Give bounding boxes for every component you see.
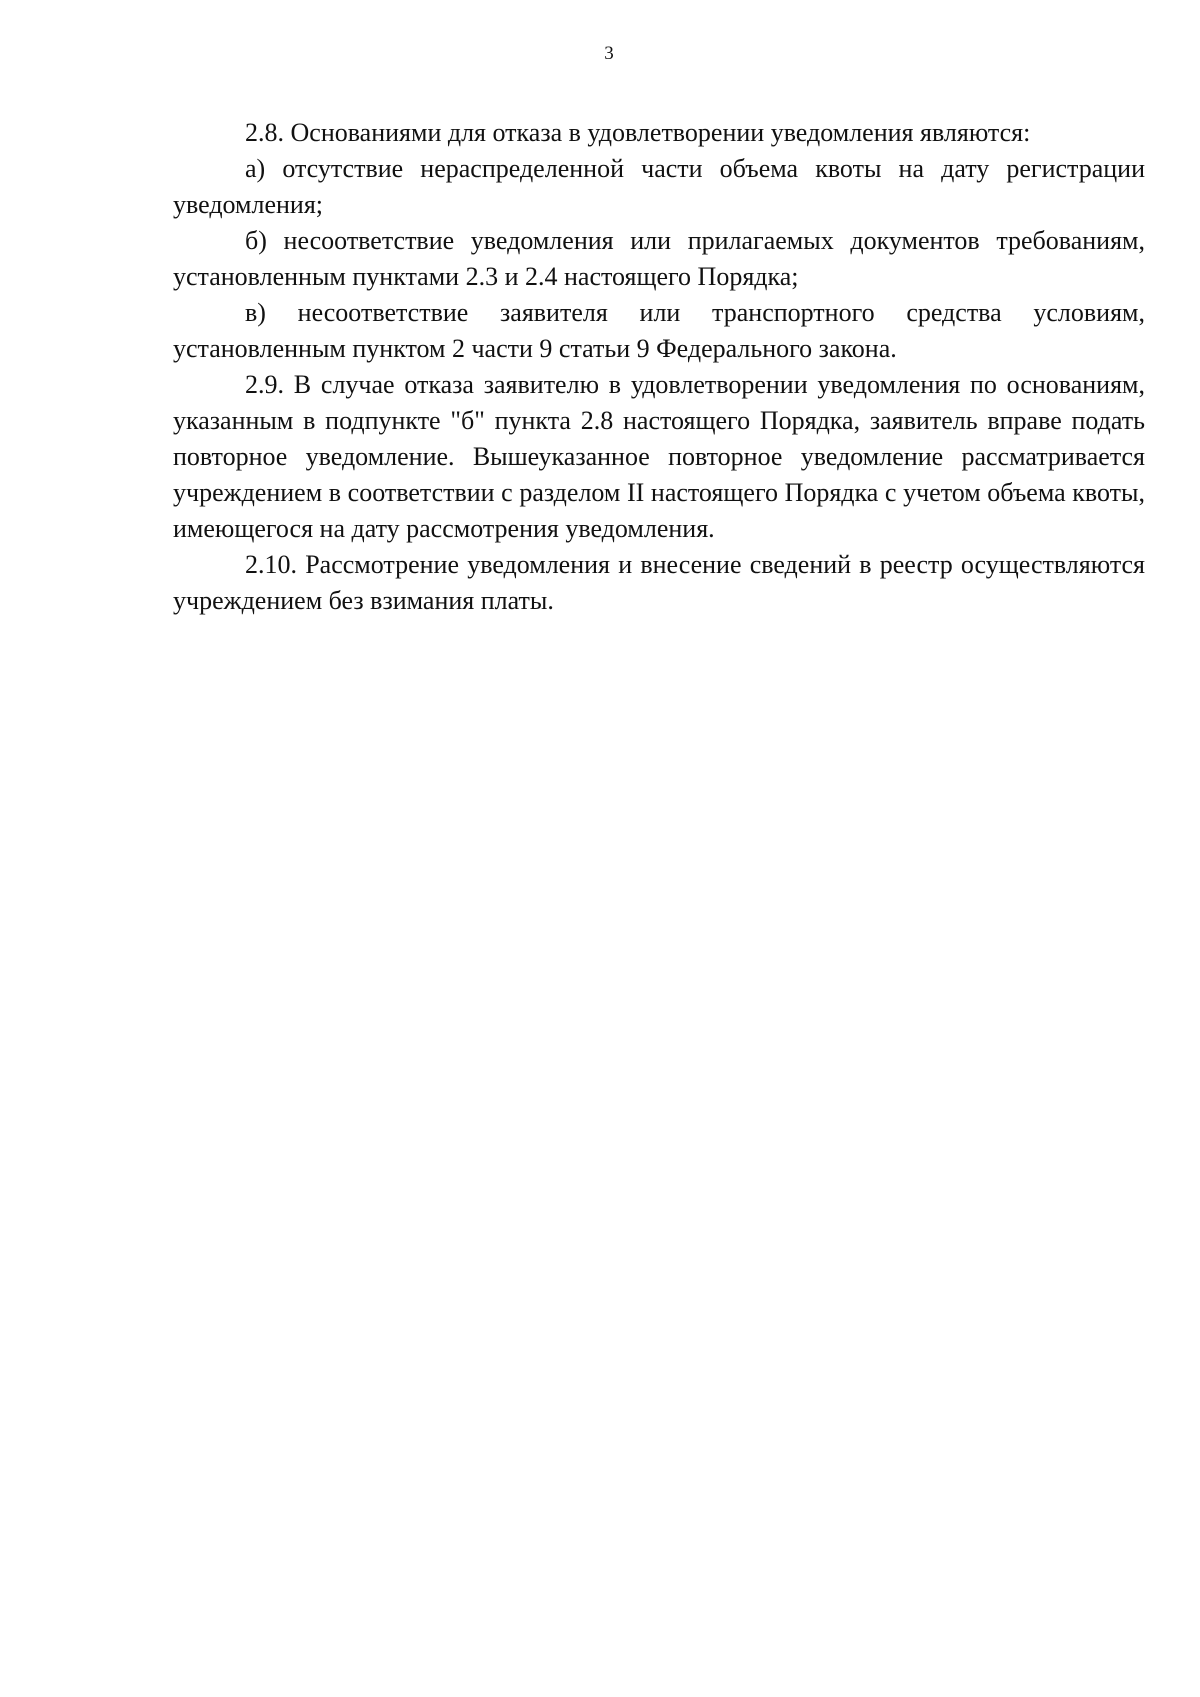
paragraph-2-10: 2.10. Рассмотрение уведомления и внесение сведений в реестр осуществляются учреждением без взимания платы. — [173, 550, 1145, 615]
paragraph-2-8: 2.8. Основаниями для отказа в удовлетворении уведомления являются: — [245, 118, 1031, 147]
paragraph-2-9: 2.9. В случае отказа заявителю в удовлетворении уведомления по основаниям, указанным в подпункте "б" пункта 2.8 настоящего Порядка, заявитель вправе подать повторное уведомление. Вышеуказанное повторное уведомление рассматривается учреждением в соответствии с разделом II настоящего Порядка с учетом объема квоты, имеющегося на дату рассмотрения уведомления. — [173, 370, 1145, 543]
paragraph-2-8-b: б) несоответствие уведомления или прилагаемых документов требованиям, установленным пунктами 2.3 и 2.4 настоящего Порядка; — [173, 226, 1145, 291]
paragraph-2-8-a: а) отсутствие нераспределенной части объема квоты на дату регистрации уведомления; — [173, 154, 1145, 219]
document-body — [173, 115, 1145, 619]
page-number: 3 — [604, 43, 614, 64]
paragraph-2-8-v: в) несоответствие заявителя или транспортного средства условиям, установленным пунктом 2 части 9 статьи 9 Федерального закона. — [173, 298, 1145, 363]
